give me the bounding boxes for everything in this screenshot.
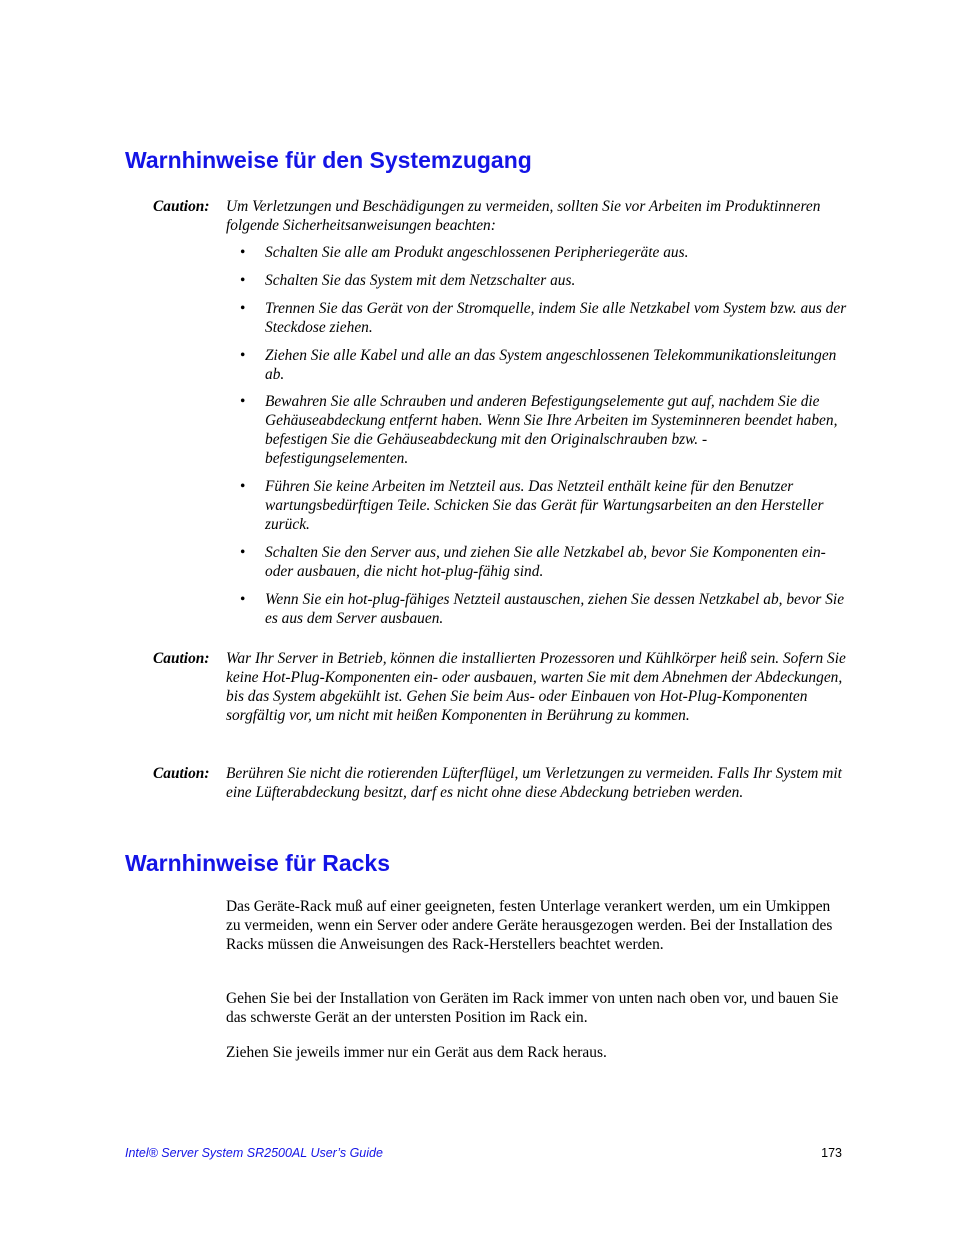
bullet-icon: • <box>240 543 246 561</box>
caution-text: Berühren Sie nicht die rotierenden Lüfterflügel, um Verletzungen zu vermeiden. Falls Ihr System mit eine Lüfterabdeckung besitzt, darf es nicht ohne diese Abdeckung betrieben werden. <box>226 765 842 801</box>
caution-block <box>153 650 853 726</box>
body-paragraph: Gehen Sie bei der Installation von Geräten im Rack immer von unten nach oben vor, und bauen Sie das schwerste Gerät an der untersten Position im Rack ein. <box>226 990 839 1026</box>
body-paragraph: Das Geräte-Rack muß auf einer geeigneten, festen Unterlage verankert werden, um ein Umkippen zu vermeiden, wenn ein Server oder andere Geräte herausgezogen werden. Bei der Installation des Racks müssen die Anweisungen des Rack-Herstellers beachtet werden. <box>226 898 833 953</box>
list-item: • Führen Sie keine Arbeiten im Netzteil aus. Das Netzteil enthält keine für den Benutzer wartungsbedürftigen Teile. Schicken Sie das Gerät für Wartungsarbeiten an den Hersteller zurück. <box>240 478 824 533</box>
caution-label: Caution: <box>153 650 210 667</box>
footer-page-number: 173 <box>821 1146 842 1160</box>
bullet-icon: • <box>240 393 246 411</box>
section-heading-system-access: Warnhinweise für den Systemzugang <box>125 147 532 173</box>
safety-bullet-list <box>240 244 850 637</box>
list-item: • Trennen Sie das Gerät von der Stromquelle, indem Sie alle Netzkabel vom System bzw. aus der Steckdose ziehen. <box>240 299 847 336</box>
list-item: • Wenn Sie ein hot-plug-fähiges Netzteil austauschen, ziehen Sie dessen Netzkabel ab, bevor Sie es aus dem Server ausbauen. <box>240 590 845 627</box>
caution-label: Caution: <box>153 198 210 215</box>
caution-block <box>153 198 853 236</box>
bullet-icon: • <box>240 299 246 317</box>
bullet-icon: • <box>240 244 246 261</box>
caution-label: Caution: <box>153 765 210 782</box>
caution-text: War Ihr Server in Betrieb, können die installierten Prozessoren und Kühlkörper heiß sein. Sofern Sie keine Hot-Plug-Komponenten ein- oder ausbauen, warten Sie mit dem Abnehmen der Abdeckungen, bis das System abgekühlt ist. Gehen Sie beim Aus- oder Einbauen von Hot-Plug-Komponenten sorgfältig vor, um nicht mit heißen Komponenten in Berührung zu kommen. <box>226 650 846 724</box>
list-item: • Schalten Sie alle am Produkt angeschlossenen Peripheriegeräte aus. <box>240 244 689 261</box>
section-heading-racks: Warnhinweise für Racks <box>125 850 391 876</box>
bullet-icon: • <box>240 590 246 608</box>
caution-text: Um Verletzungen und Beschädigungen zu vermeiden, sollten Sie vor Arbeiten im Produktinneren folgende Sicherheitsanweisungen beachten: <box>226 198 821 234</box>
bullet-icon: • <box>240 346 246 364</box>
list-item: • Schalten Sie das System mit dem Netzschalter aus. <box>240 271 576 289</box>
bullet-icon: • <box>240 271 246 289</box>
list-item: • Schalten Sie den Server aus, und ziehen Sie alle Netzkabel ab, bevor Sie Komponenten ein- oder ausbauen, die nicht hot-plug-fähig sind. <box>240 543 826 580</box>
body-paragraph: Ziehen Sie jeweils immer nur ein Gerät aus dem Rack heraus. <box>226 1044 607 1061</box>
list-item: • Bewahren Sie alle Schrauben und anderen Befestigungselemente gut auf, nachdem Sie die Gehäuseabdeckung entfernt haben. Wenn Sie Ihre Arbeiten im Systeminneren beendet haben, befestigen Sie die Gehäuseabdeckung mit den Originalschrauben bzw. -befestigungselementen. <box>240 393 838 468</box>
list-item: • Ziehen Sie alle Kabel und alle an das System angeschlossenen Telekommunikationsleitungen ab. <box>240 346 837 383</box>
caution-block <box>153 765 853 803</box>
footer-document-title: Intel® Server System SR2500AL User’s Guide <box>125 1146 383 1160</box>
bullet-icon: • <box>240 478 246 496</box>
